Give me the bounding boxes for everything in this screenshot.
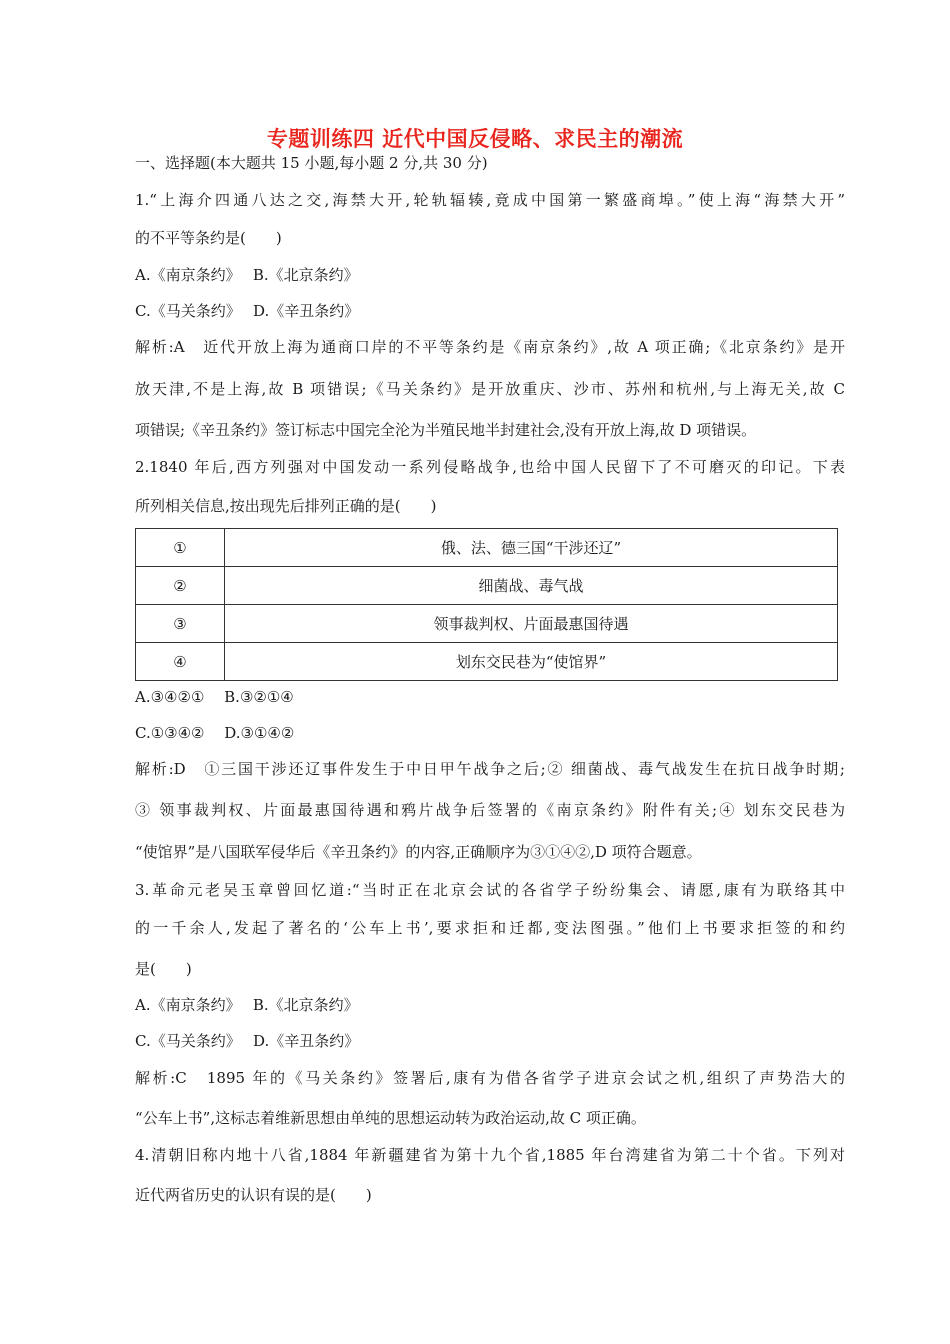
q2-analysis-line: ③ 领事裁判权、片面最惠国待遇和鸦片战争后签署的《南京条约》附件有关;④ 划东交民巷为 bbox=[135, 801, 845, 819]
q2-options: C.①③④② D.③①④② bbox=[135, 724, 295, 742]
q1-options: C.《马关条约》 D.《辛丑条约》 bbox=[135, 302, 360, 320]
q3-stem-line: 3.革命元老吴玉章曾回忆道:“当时正在北京会试的各省学子纷纷集会、请愿,康有为联络其中 bbox=[135, 881, 845, 899]
q3-stem-line: 的一千余人,发起了著名的‘公车上书’,要求拒和迁都,变法图强。”他们上书要求拒签的和约 bbox=[135, 919, 845, 937]
q2-analysis-line: 解析:D ①三国干涉还辽事件发生于中日甲午战争之后;② 细菌战、毒气战发生在抗日战争时期; bbox=[135, 760, 845, 778]
q1-stem-line: 的不平等条约是( ) bbox=[135, 229, 282, 247]
q4-stem-line: 4.清朝旧称内地十八省,1884 年新疆建省为第十九个省,1885 年台湾建省为第二十个省。下列对 bbox=[135, 1146, 845, 1164]
q2-stem-line: 2.1840 年后,西方列强对中国发动一系列侵略战争,也给中国人民留下了不可磨灭的印记。下表 bbox=[135, 458, 845, 476]
q1-analysis-line: 放天津,不是上海,故 B 项错误;《马关条约》是开放重庆、沙市、苏州和杭州,与上海无关,故 C bbox=[135, 380, 845, 398]
q2-stem-line: 所列相关信息,按出现先后排列正确的是( ) bbox=[135, 497, 437, 515]
q2-analysis-line: “使馆界”是八国联军侵华后《辛丑条约》的内容,正确顺序为③①④②,D 项符合题意。 bbox=[135, 843, 702, 861]
page-title: 专题训练四 近代中国反侵略、求民主的潮流 bbox=[266, 127, 684, 151]
q3-analysis-line: “公车上书”,这标志着维新思想由单纯的思想运动转为政治运动,故 C 项正确。 bbox=[135, 1109, 646, 1127]
section-header: 一、选择题(本大题共 15 小题,每小题 2 分,共 30 分) bbox=[135, 154, 488, 172]
table-row bbox=[136, 643, 838, 681]
table-cell-text: 领事裁判权、片面最惠国待遇 bbox=[225, 605, 838, 643]
q2-options: A.③④②① B.③②①④ bbox=[135, 688, 294, 706]
q3-options: C.《马关条约》 D.《辛丑条约》 bbox=[135, 1032, 360, 1050]
table-cell-number: ④ bbox=[136, 643, 225, 681]
q1-options: A.《南京条约》 B.《北京条约》 bbox=[135, 266, 359, 284]
q1-analysis-line: 项错误;《辛丑条约》签订标志中国完全沦为半殖民地半封建社会,没有开放上海,故 D 项错误。 bbox=[135, 421, 757, 439]
table-row bbox=[136, 605, 838, 643]
q3-stem-line: 是( ) bbox=[135, 960, 192, 978]
table-row bbox=[136, 529, 838, 567]
table-cell-number: ① bbox=[136, 529, 225, 567]
q4-stem-line: 近代两省历史的认识有误的是( ) bbox=[135, 1186, 372, 1204]
table-cell-text: 划东交民巷为“使馆界” bbox=[225, 643, 838, 681]
table-cell-number: ③ bbox=[136, 605, 225, 643]
table-cell-text: 俄、法、德三国“干涉还辽” bbox=[225, 529, 838, 567]
q1-stem-line: 1.“上海介四通八达之交,海禁大开,轮轨辐辏,竟成中国第一繁盛商埠。”使上海“海禁大开” bbox=[135, 191, 845, 209]
table-row bbox=[136, 567, 838, 605]
q3-analysis-line: 解析:C 1895 年的《马关条约》签署后,康有为借各省学子进京会试之机,组织了声势浩大的 bbox=[135, 1069, 845, 1087]
table-cell-number: ② bbox=[136, 567, 225, 605]
q3-options: A.《南京条约》 B.《北京条约》 bbox=[135, 996, 359, 1014]
table-cell-text: 细菌战、毒气战 bbox=[225, 567, 838, 605]
info-table bbox=[135, 528, 838, 681]
q1-analysis-line: 解析:A 近代开放上海为通商口岸的不平等条约是《南京条约》,故 A 项正确;《北京条约》是开 bbox=[135, 338, 845, 356]
